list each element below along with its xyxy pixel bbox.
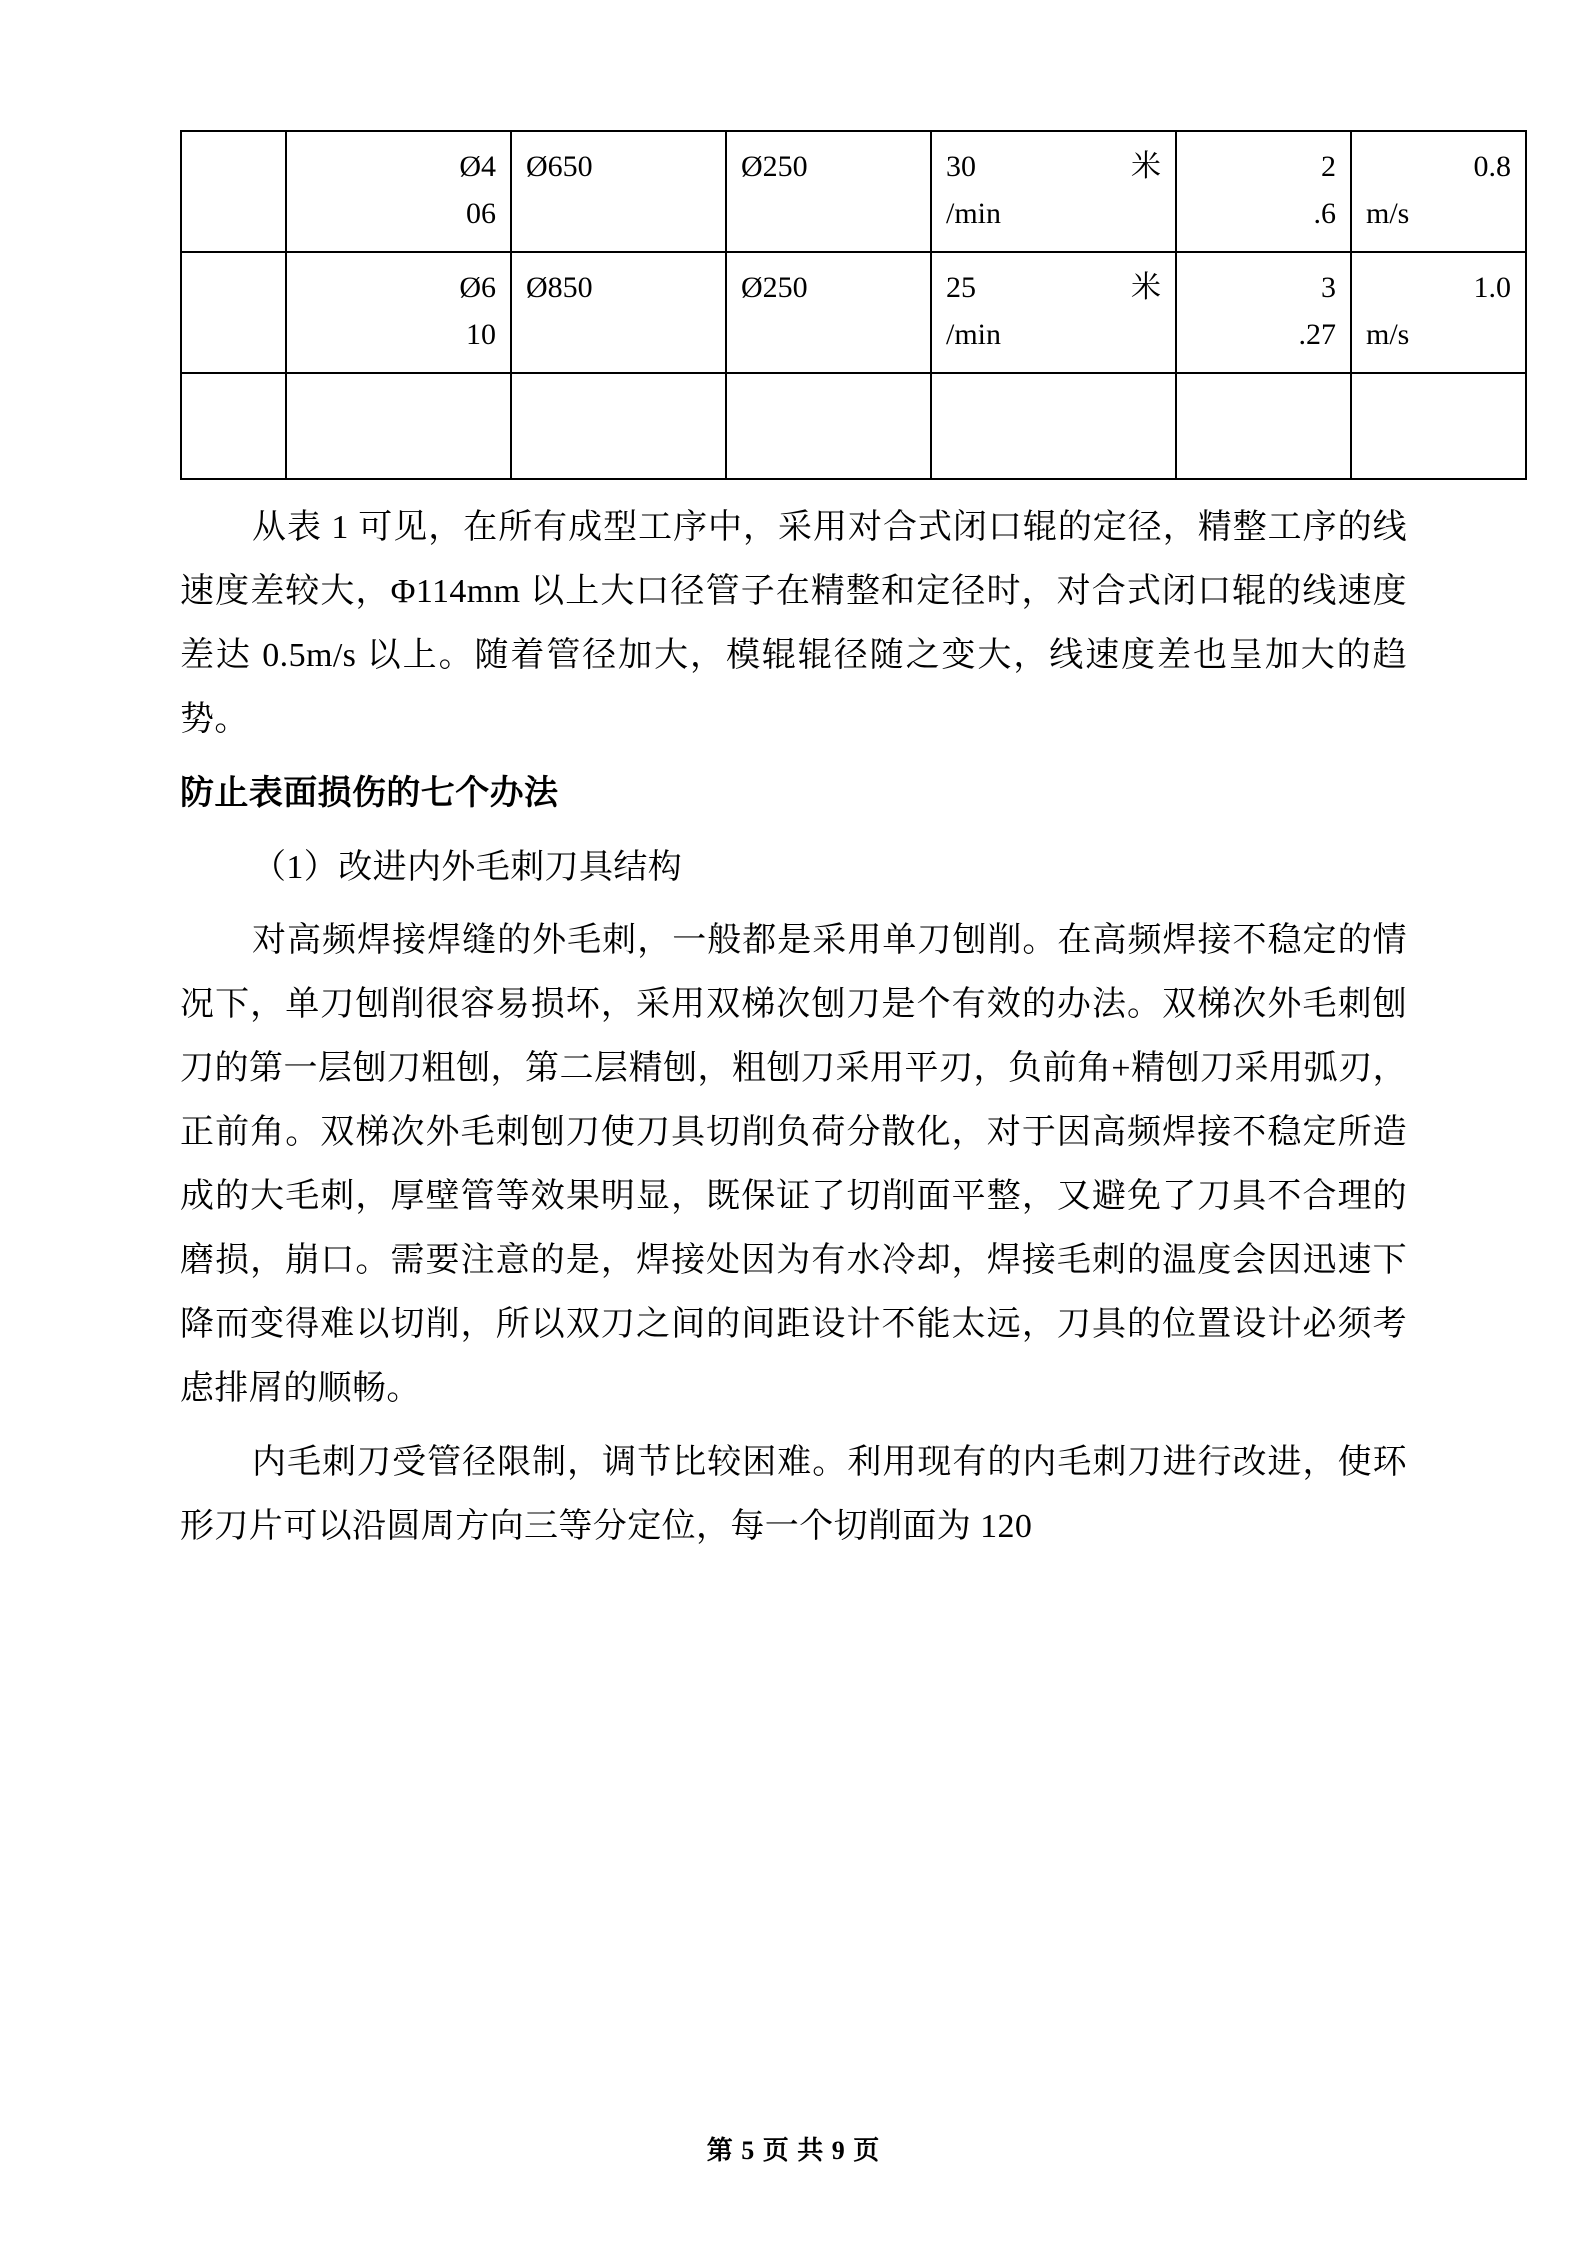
cell-line: 06 xyxy=(466,196,496,230)
table-cell-diameter xyxy=(286,131,511,252)
table-cell-roll-a: Ø850 xyxy=(511,252,726,373)
table-cell-linear-speed xyxy=(1351,373,1526,479)
table-row xyxy=(181,131,1526,252)
cell-line: Ø4 xyxy=(459,150,496,183)
cell-line: .27 xyxy=(1298,317,1336,351)
cell-line: m/s xyxy=(1366,196,1410,230)
cell-line: 30 米 xyxy=(946,150,1161,183)
table-cell-ratio xyxy=(1176,252,1351,373)
cell-line: Ø6 xyxy=(459,271,496,304)
cell-line: 2 xyxy=(1321,150,1336,183)
subsection-heading: （1）改进内外毛刺刀具结构 xyxy=(252,848,683,886)
table-cell-ratio xyxy=(1176,131,1351,252)
table-cell-roll-a: Ø650 xyxy=(511,131,726,252)
paragraph-inner-burr: 内毛刺刀受管径限制，调节比较困难。利用现有的内毛刺刀进行改进，使环形刀片可以沿圆周方向三等分定位，每一个切削面为 120 xyxy=(180,1443,1407,1545)
page-footer: 第 5 页 共 9 页 xyxy=(706,2136,881,2165)
table-cell-index xyxy=(181,131,286,252)
cell-line: /min xyxy=(946,317,1002,351)
table-cell-index xyxy=(181,373,286,479)
cell-line: 1.0 xyxy=(1473,271,1511,304)
cell-line: 10 xyxy=(466,317,496,351)
table-row xyxy=(181,252,1526,373)
table-cell-roll-b xyxy=(726,373,931,479)
paragraph-tool-structure: 对高频焊接焊缝的外毛刺，一般都是采用单刀刨削。在高频焊接不稳定的情况下，单刀刨削很容易损坏，采用双梯次刨刀是个有效的办法。双梯次外毛刺刨刀的第一层刨刀粗刨，第二层精刨，粗刨刀采用平刃，负前角+精刨刀采用弧刃，正前角。双梯次外毛刺刨刀使刀具切削负荷分散化，对于因高频焊接不稳定所造成的大毛刺，厚壁管等效果明显，既保证了切削面平整，又避免了刀具不合理的磨损，崩口。需要注意的是，焊接处因为有水冷却，焊接毛刺的温度会因迅速下降而变得难以切削，所以双刀之间的间距设计不能太远，刀具的位置设计必须考虑排屑的顺畅。 xyxy=(180,922,1407,1407)
table-cell-roll-b: Ø250 xyxy=(726,131,931,252)
table-cell-roll-b: Ø250 xyxy=(726,252,931,373)
table-cell-roll-a xyxy=(511,373,726,479)
table-cell-diameter xyxy=(286,373,511,479)
paragraph-table-summary: 从表 1 可见，在所有成型工序中，采用对合式闭口辊的定径，精整工序的线速度差较大，Φ114mm 以上大口径管子在精整和定径时，对合式闭口辊的线速度差达 0.5m/s 以上。随着管径加大，模辊辊径随之变大，线速度差也呈加大的趋势。 xyxy=(180,509,1407,738)
table-row xyxy=(181,373,1526,479)
table-cell-index xyxy=(181,252,286,373)
table-cell-diameter xyxy=(286,252,511,373)
table-cell-speed xyxy=(931,131,1176,252)
cell-line: 25 米 xyxy=(946,271,1161,304)
table-cell-speed xyxy=(931,252,1176,373)
section-heading: 防止表面损伤的七个办法 xyxy=(180,774,559,812)
cell-line: 3 xyxy=(1321,271,1336,304)
table-cell-linear-speed xyxy=(1351,252,1526,373)
cell-line: m/s xyxy=(1366,317,1410,351)
table-cell-linear-speed xyxy=(1351,131,1526,252)
table-cell-ratio xyxy=(1176,373,1351,479)
cell-line: /min xyxy=(946,196,1002,230)
cell-line: 0.8 xyxy=(1473,150,1511,183)
spec-table xyxy=(180,130,1527,480)
table-cell-speed xyxy=(931,373,1176,479)
cell-line: .6 xyxy=(1313,196,1336,230)
